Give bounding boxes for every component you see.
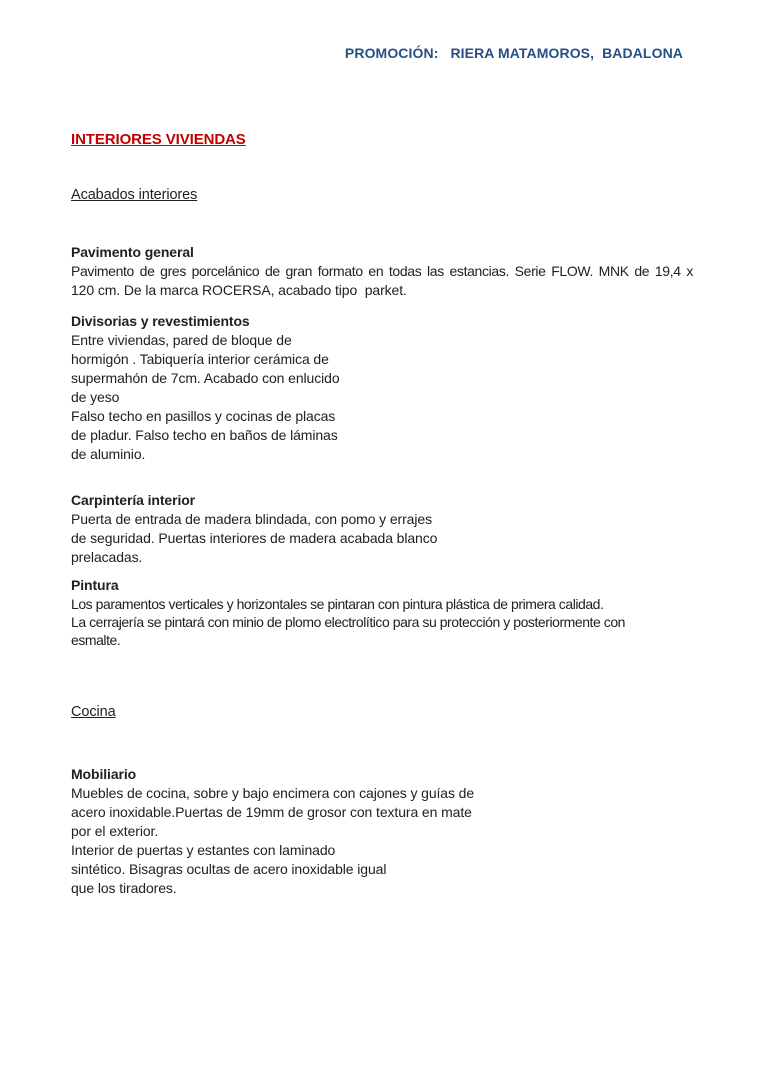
document-title: INTERIORES VIVIENDAS [71, 131, 246, 148]
section-divisorias-revestimientos [71, 312, 693, 464]
paragraph-line: La cerrajería se pintará con minio de plomo electrolítico para su protección y posteriormente con [71, 614, 625, 630]
paragraph-line: de seguridad. Puertas interiores de madera acabada blanco [71, 530, 438, 546]
cocina-heading: Cocina [71, 704, 116, 720]
promotion-header: PROMOCIÓN: RIERA MATAMOROS, BADALONA [344, 45, 683, 61]
acabados-heading: Acabados interiores [71, 187, 198, 203]
paragraph-line: Falso techo en pasillos y cocinas de placas [71, 408, 336, 424]
mobiliario-heading: Mobiliario [71, 766, 137, 782]
paragraph-line: prelacadas. [71, 549, 143, 565]
paragraph-line: que los tiradores. [71, 880, 177, 896]
paragraph-line: supermahón de 7cm. Acabado con enlucido [71, 370, 340, 386]
section-pavimento-general [71, 243, 693, 300]
paragraph-line: de yeso [71, 389, 120, 405]
section-acabados-interiores [71, 186, 693, 205]
paragraph-line: acero inoxidable.Puertas de 19mm de grosor con textura en mate [71, 804, 472, 820]
section-carpinteria-interior [71, 491, 693, 567]
paragraph-line: Entre viviendas, pared de bloque de [71, 332, 292, 348]
paragraph-line: por el exterior. [71, 823, 159, 839]
section-pintura [71, 576, 693, 649]
paragraph-line: 120 cm. De la marca ROCERSA, acabado tipo parket. [71, 282, 407, 298]
carpinteria-heading: Carpintería interior [71, 492, 196, 508]
paragraph-line: de aluminio. [71, 446, 146, 462]
section-cocina [71, 703, 693, 722]
paragraph-line: sintético. Bisagras ocultas de acero inoxidable igual [71, 861, 387, 877]
paragraph-line: Pavimento de gres porcelánico de gran formato en todas las estancias. Serie FLOW. MNK de 19,4 x [71, 263, 693, 279]
section-mobiliario [71, 765, 693, 898]
paragraph-line: Los paramentos verticales y horizontales se pintaran con pintura plástica de primera calidad. [71, 596, 604, 612]
paragraph-line: esmalte. [71, 632, 121, 648]
paragraph-line: de pladur. Falso techo en baños de láminas [71, 427, 338, 443]
paragraph-line: Puerta de entrada de madera blindada, con pomo y errajes [71, 511, 432, 527]
divisorias-heading: Divisorias y revestimientos [71, 313, 250, 329]
paragraph-line: hormigón . Tabiquería interior cerámica de [71, 351, 329, 367]
pavimento-heading: Pavimento general [71, 244, 194, 260]
paragraph-line: Muebles de cocina, sobre y bajo encimera con cajones y guías de [71, 785, 475, 801]
paragraph-line: Interior de puertas y estantes con laminado [71, 842, 336, 858]
pintura-heading: Pintura [71, 577, 119, 593]
